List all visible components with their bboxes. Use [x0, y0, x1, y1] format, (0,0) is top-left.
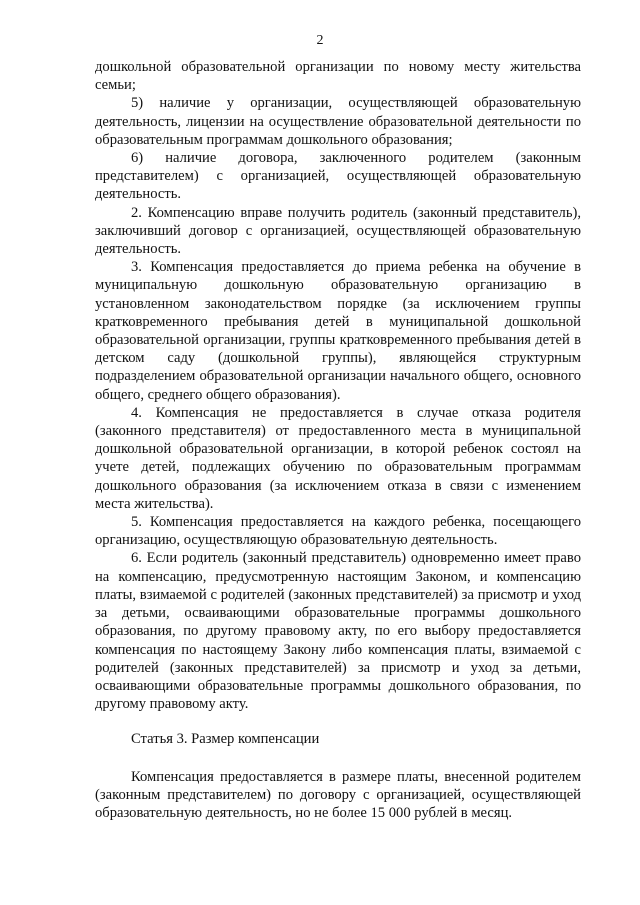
page-number: 2: [316, 33, 324, 48]
document-body: [95, 58, 581, 822]
paragraph-clause-5: 5. Компенсация предоставляется на каждого ребенка, посещающего организацию, осуществляющую образовательную деятельность.: [95, 514, 581, 549]
paragraph-continuation: дошкольной образовательной организации по новому месту жительства семьи;: [95, 59, 581, 94]
paragraph-clause-4: 4. Компенсация не предоставляется в случае отказа родителя (законного представителя) от предоставленного места в муниципальной дошкольной образовательной организации, в которой ребенок состоял на учете детей, подлежащих обучению по образовательным программам дошкольного образования (за исключением отказа в связи с изменением места жительства).: [95, 404, 581, 512]
article-3-text: Компенсация предоставляется в размере платы, внесенной родителем (законным представителем) по договору с организацией, осуществляющей образовательную деятельность, но не более 15 000 рублей в месяц.: [95, 768, 581, 821]
paragraph-item-5: 5) наличие у организации, осуществляющей образовательную деятельность, лицензии на осуществление образовательной деятельности по образовательным программам дошкольного образования;: [95, 95, 581, 148]
paragraph-clause-2: 2. Компенсацию вправе получить родитель (законный представитель), заключивший договор с организацией, осуществляющей образовательную деятельность.: [95, 204, 581, 258]
paragraph-clause-6: 6. Если родитель (законный представитель) одновременно имеет право на компенсацию, предусмотренную настоящим Законом, и компенсацию платы, взимаемой с родителей (законных представителей) за присмотр и уход за детьми, осваивающими образовательные программы дошкольного образования, по другому правовому акту, по его выбору предоставляется компенсация по настоящему Закону либо компенсация платы, взимаемой с родителей (законных представителей) за присмотр и уход за детьми, осваивающими образовательные программы дошкольного образования, по другому правовому акту.: [95, 550, 581, 713]
article-3-heading: Статья 3. Размер компенсации: [131, 731, 320, 748]
paragraph-item-6: 6) наличие договора, заключенного родителем (законным представителем) с организацией, осуществляющей образовательную деятельность.: [95, 150, 581, 203]
paragraph-clause-3: 3. Компенсация предоставляется до приема ребенка на обучение в муниципальную дошкольную образовательную организацию в установленном законодательством порядке (за исключением группы кратковременного пребывания детей в муниципальной дошкольной образовательной организации, группы кратковременного пребывания детей в детском саду (дошкольной группы), являющейся структурным подразделением образовательной организации начального общего, основного общего, среднего общего образования).: [95, 259, 581, 403]
